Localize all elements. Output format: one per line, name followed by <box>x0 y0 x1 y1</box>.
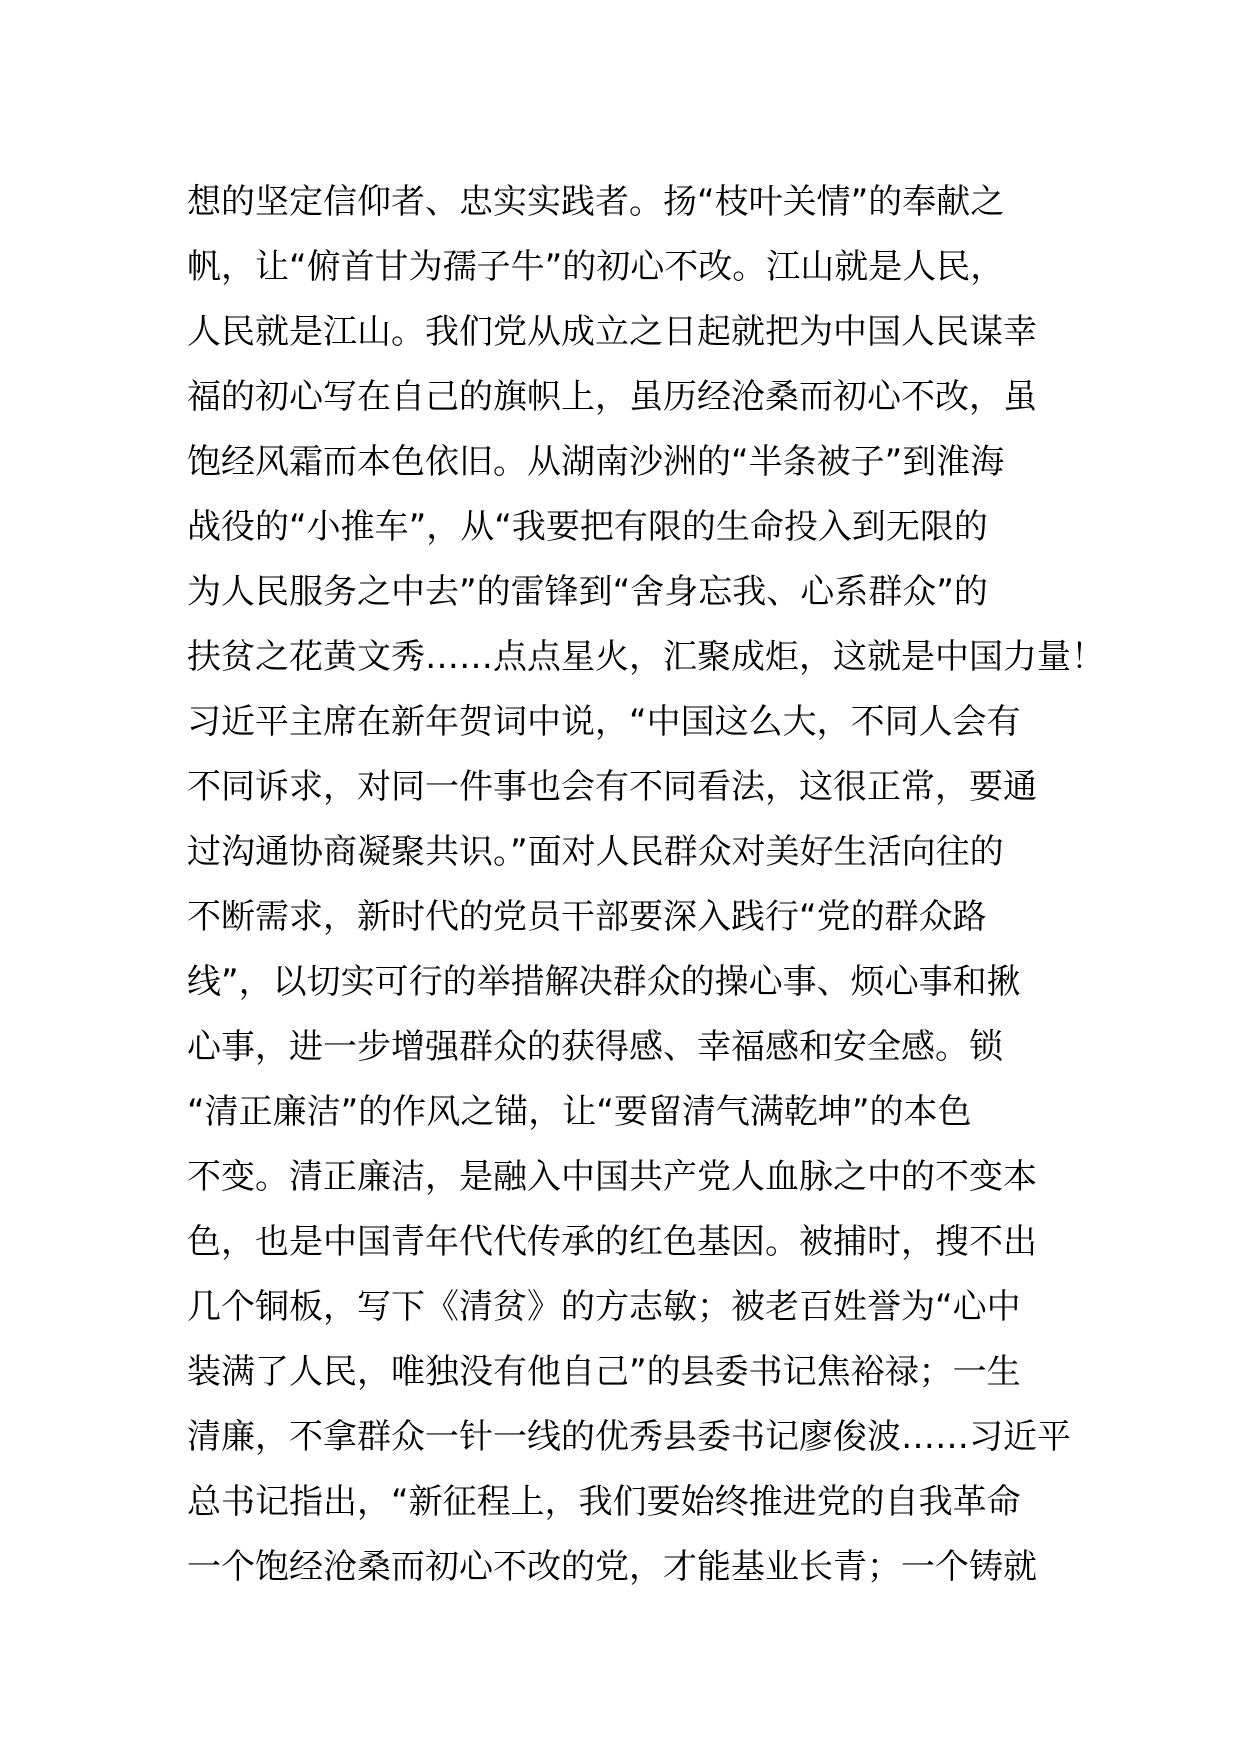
text-line: 为人民服务之中去”的雷锋到“舍身忘我、心系群众”的 <box>187 572 988 612</box>
text-line: 想的坚定信仰者、忠实实践者。扬“枝叶关情”的奉献之 <box>187 182 1005 222</box>
text-line: 不同诉求，对同一件事也会有不同看法，这很正常，要通 <box>187 767 1037 807</box>
text-line: 人民就是江山。我们党从成立之日起就把为中国人民谋幸 <box>187 312 1037 352</box>
text-line: 福的初心写在自己的旗帜上，虽历经沧桑而初心不改，虽 <box>187 377 1037 417</box>
text-line: 线”，以切实可行的举措解决群众的操心事、烦心事和揪 <box>187 962 1021 1002</box>
text-line: “清正廉洁”的作风之锚，让“要留清气满乾坤”的本色 <box>187 1092 972 1132</box>
text-line: 扶贫之花黄文秀……点点星火，汇聚成炬，这就是中国力量！ <box>187 637 1105 677</box>
text-line: 色，也是中国青年代代传承的红色基因。被捕时，搜不出 <box>187 1222 1037 1262</box>
text-line: 一个饱经沧桑而初心不改的党，才能基业长青；一个铸就 <box>187 1547 1037 1587</box>
text-line: 几个铜板，写下《清贫》的方志敏；被老百姓誉为“心中 <box>187 1287 1021 1327</box>
text-line: 习近平主席在新年贺词中说，“中国这么大，不同人会有 <box>187 702 1021 742</box>
text-line: 不变。清正廉洁，是融入中国共产党人血脉之中的不变本 <box>187 1157 1037 1197</box>
text-line: 过沟通协商凝聚共识。”面对人民群众对美好生活向往的 <box>187 832 1004 872</box>
text-line: 不断需求，新时代的党员干部要深入践行“党的群众路 <box>187 897 987 937</box>
text-line: 战役的“小推车”，从“我要把有限的生命投入到无限的 <box>187 507 988 547</box>
text-line: 总书记指出，“新征程上，我们要始终推进党的自我革命 <box>187 1482 1021 1522</box>
text-line: 心事，进一步增强群众的获得感、幸福感和安全感。锁 <box>187 1027 1003 1067</box>
body-text <box>187 170 1105 1600</box>
text-line: 饱经风霜而本色依旧。从湖南沙洲的“半条被子”到淮海 <box>187 442 1005 482</box>
text-line: 帆，让“俯首甘为孺子牛”的初心不改。江山就是人民， <box>187 247 1005 287</box>
text-line: 装满了人民，唯独没有他自己”的县委书记焦裕禄；一生 <box>187 1352 1021 1392</box>
text-line: 清廉，不拿群众一针一线的优秀县委书记廖俊波……习近平 <box>187 1417 1071 1457</box>
